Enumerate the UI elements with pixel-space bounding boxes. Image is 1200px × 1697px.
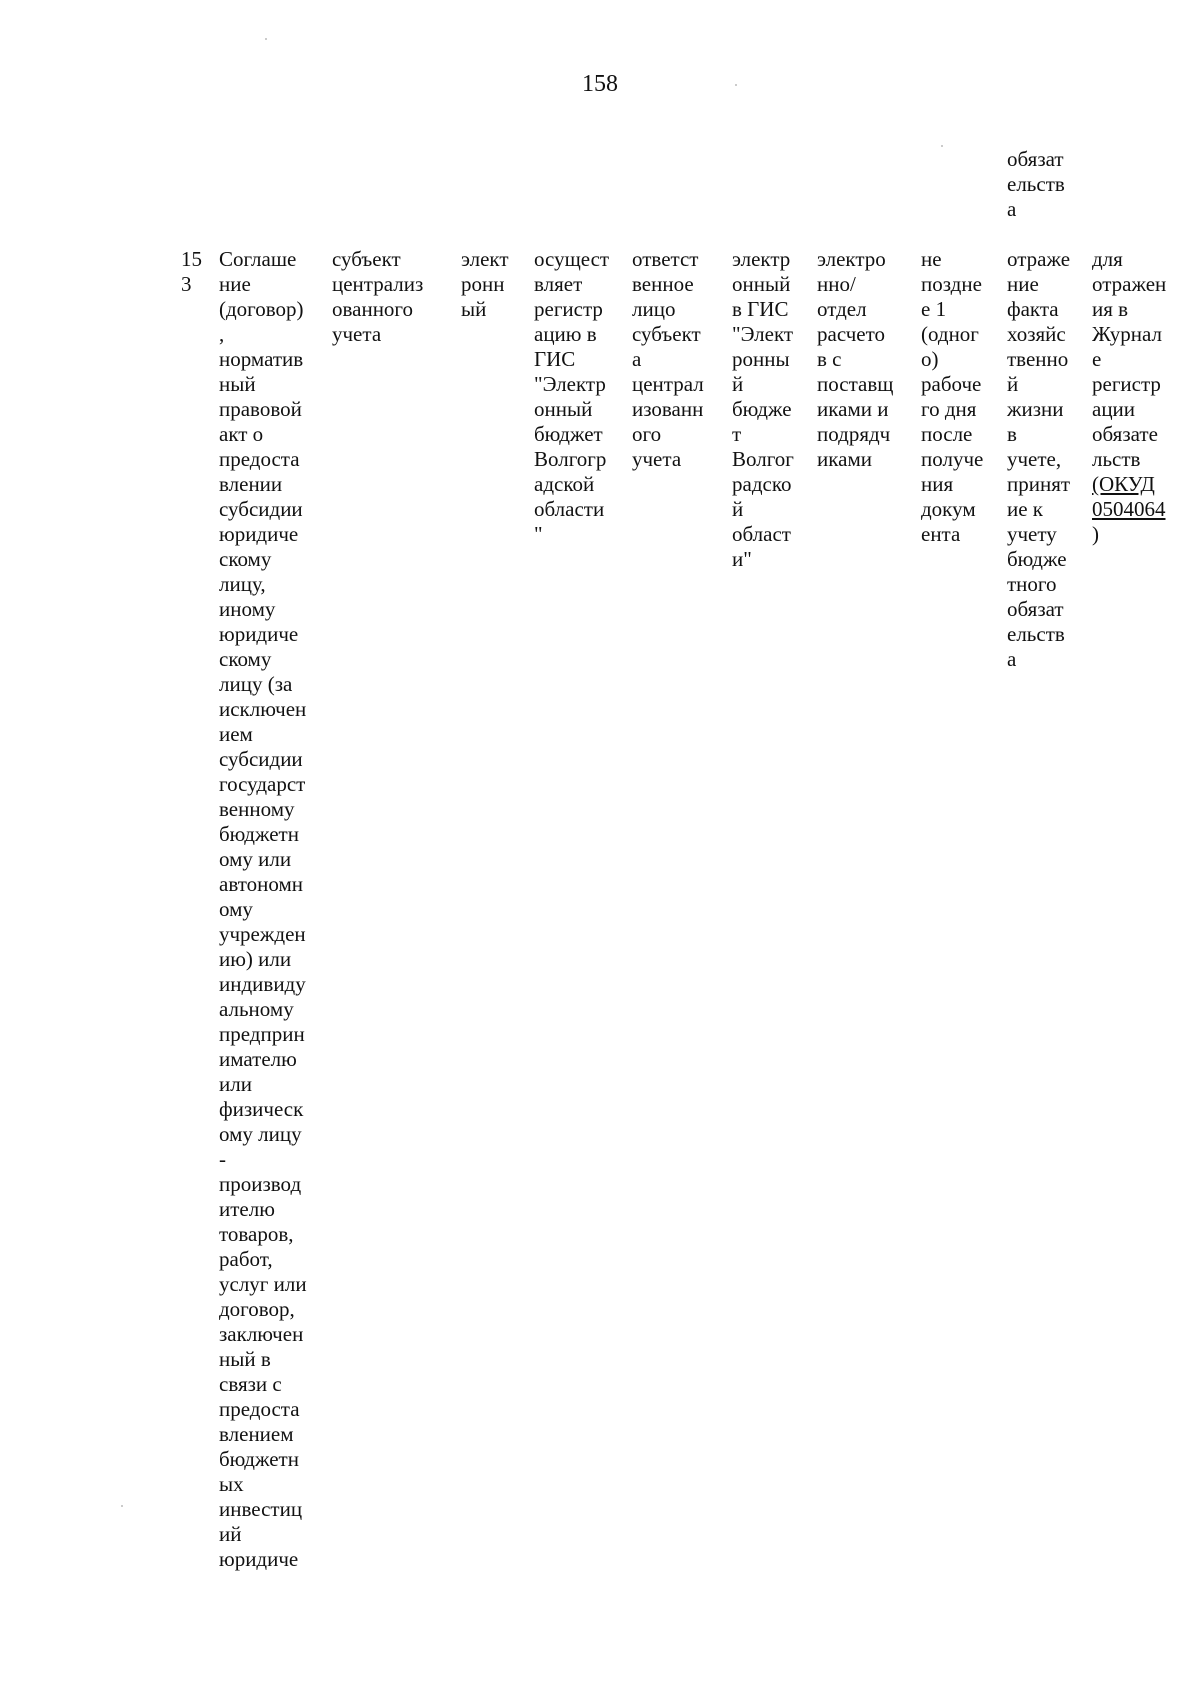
register-text: для отражен ия в Журнал е регистр ации обязате льств [1092, 247, 1167, 471]
document-name-cell: Соглаше ние (договор) , норматив ный правовой акт о предоста влении субсидии юридиче скому лицу, иному юридиче скому лицу (за исключен ием субсидии государст венному бюджетн ому или автономн ому учрежден ию) или индивиду альному предприн имателю или физическ ому лицу - производ ителю товаров, работ, услуг или договор, заключен ный в связи с предоста влением бюджетн ых инвестиц ий юридиче [219, 247, 307, 1571]
responsible-cell: ответст венное лицо субъект а централ изованн ого учета [632, 247, 704, 471]
compiler-cell: субъект централиз ованного учета [332, 247, 424, 346]
register-cell [1092, 247, 1166, 547]
row-number: 15 3 [181, 247, 202, 296]
form-cell: элект ронн ый [461, 247, 509, 321]
action-cell: осущест вляет регистр ацию в ГИС "Электр онный бюджет Волгогр адской области " [534, 247, 610, 546]
purpose-cell: отраже ние факта хозяйс твенно й жизни в учете, принят ие к учету бюдже тного обязат ельств а [1007, 247, 1071, 671]
page-number: 158 [582, 71, 618, 97]
scan-speck [735, 84, 737, 86]
scan-speck [121, 1505, 123, 1507]
carryover-obligation-text: обязат ельств а [1007, 147, 1065, 221]
register-tail: ) [1092, 522, 1099, 546]
recipient-cell: электро нно/ отдел расчето в с поставщ иками и подрядч иками [817, 247, 894, 471]
place-cell: электр онный в ГИС "Элект ронны й бюдже т Волгог радско й област и" [732, 247, 794, 571]
deadline-cell: не поздне е 1 (одног о) рабоче го дня после получе ния докум ента [921, 247, 984, 546]
okud-link[interactable]: (ОКУД 0504064 [1092, 472, 1166, 521]
scan-speck [941, 145, 943, 147]
scan-speck [265, 38, 267, 40]
